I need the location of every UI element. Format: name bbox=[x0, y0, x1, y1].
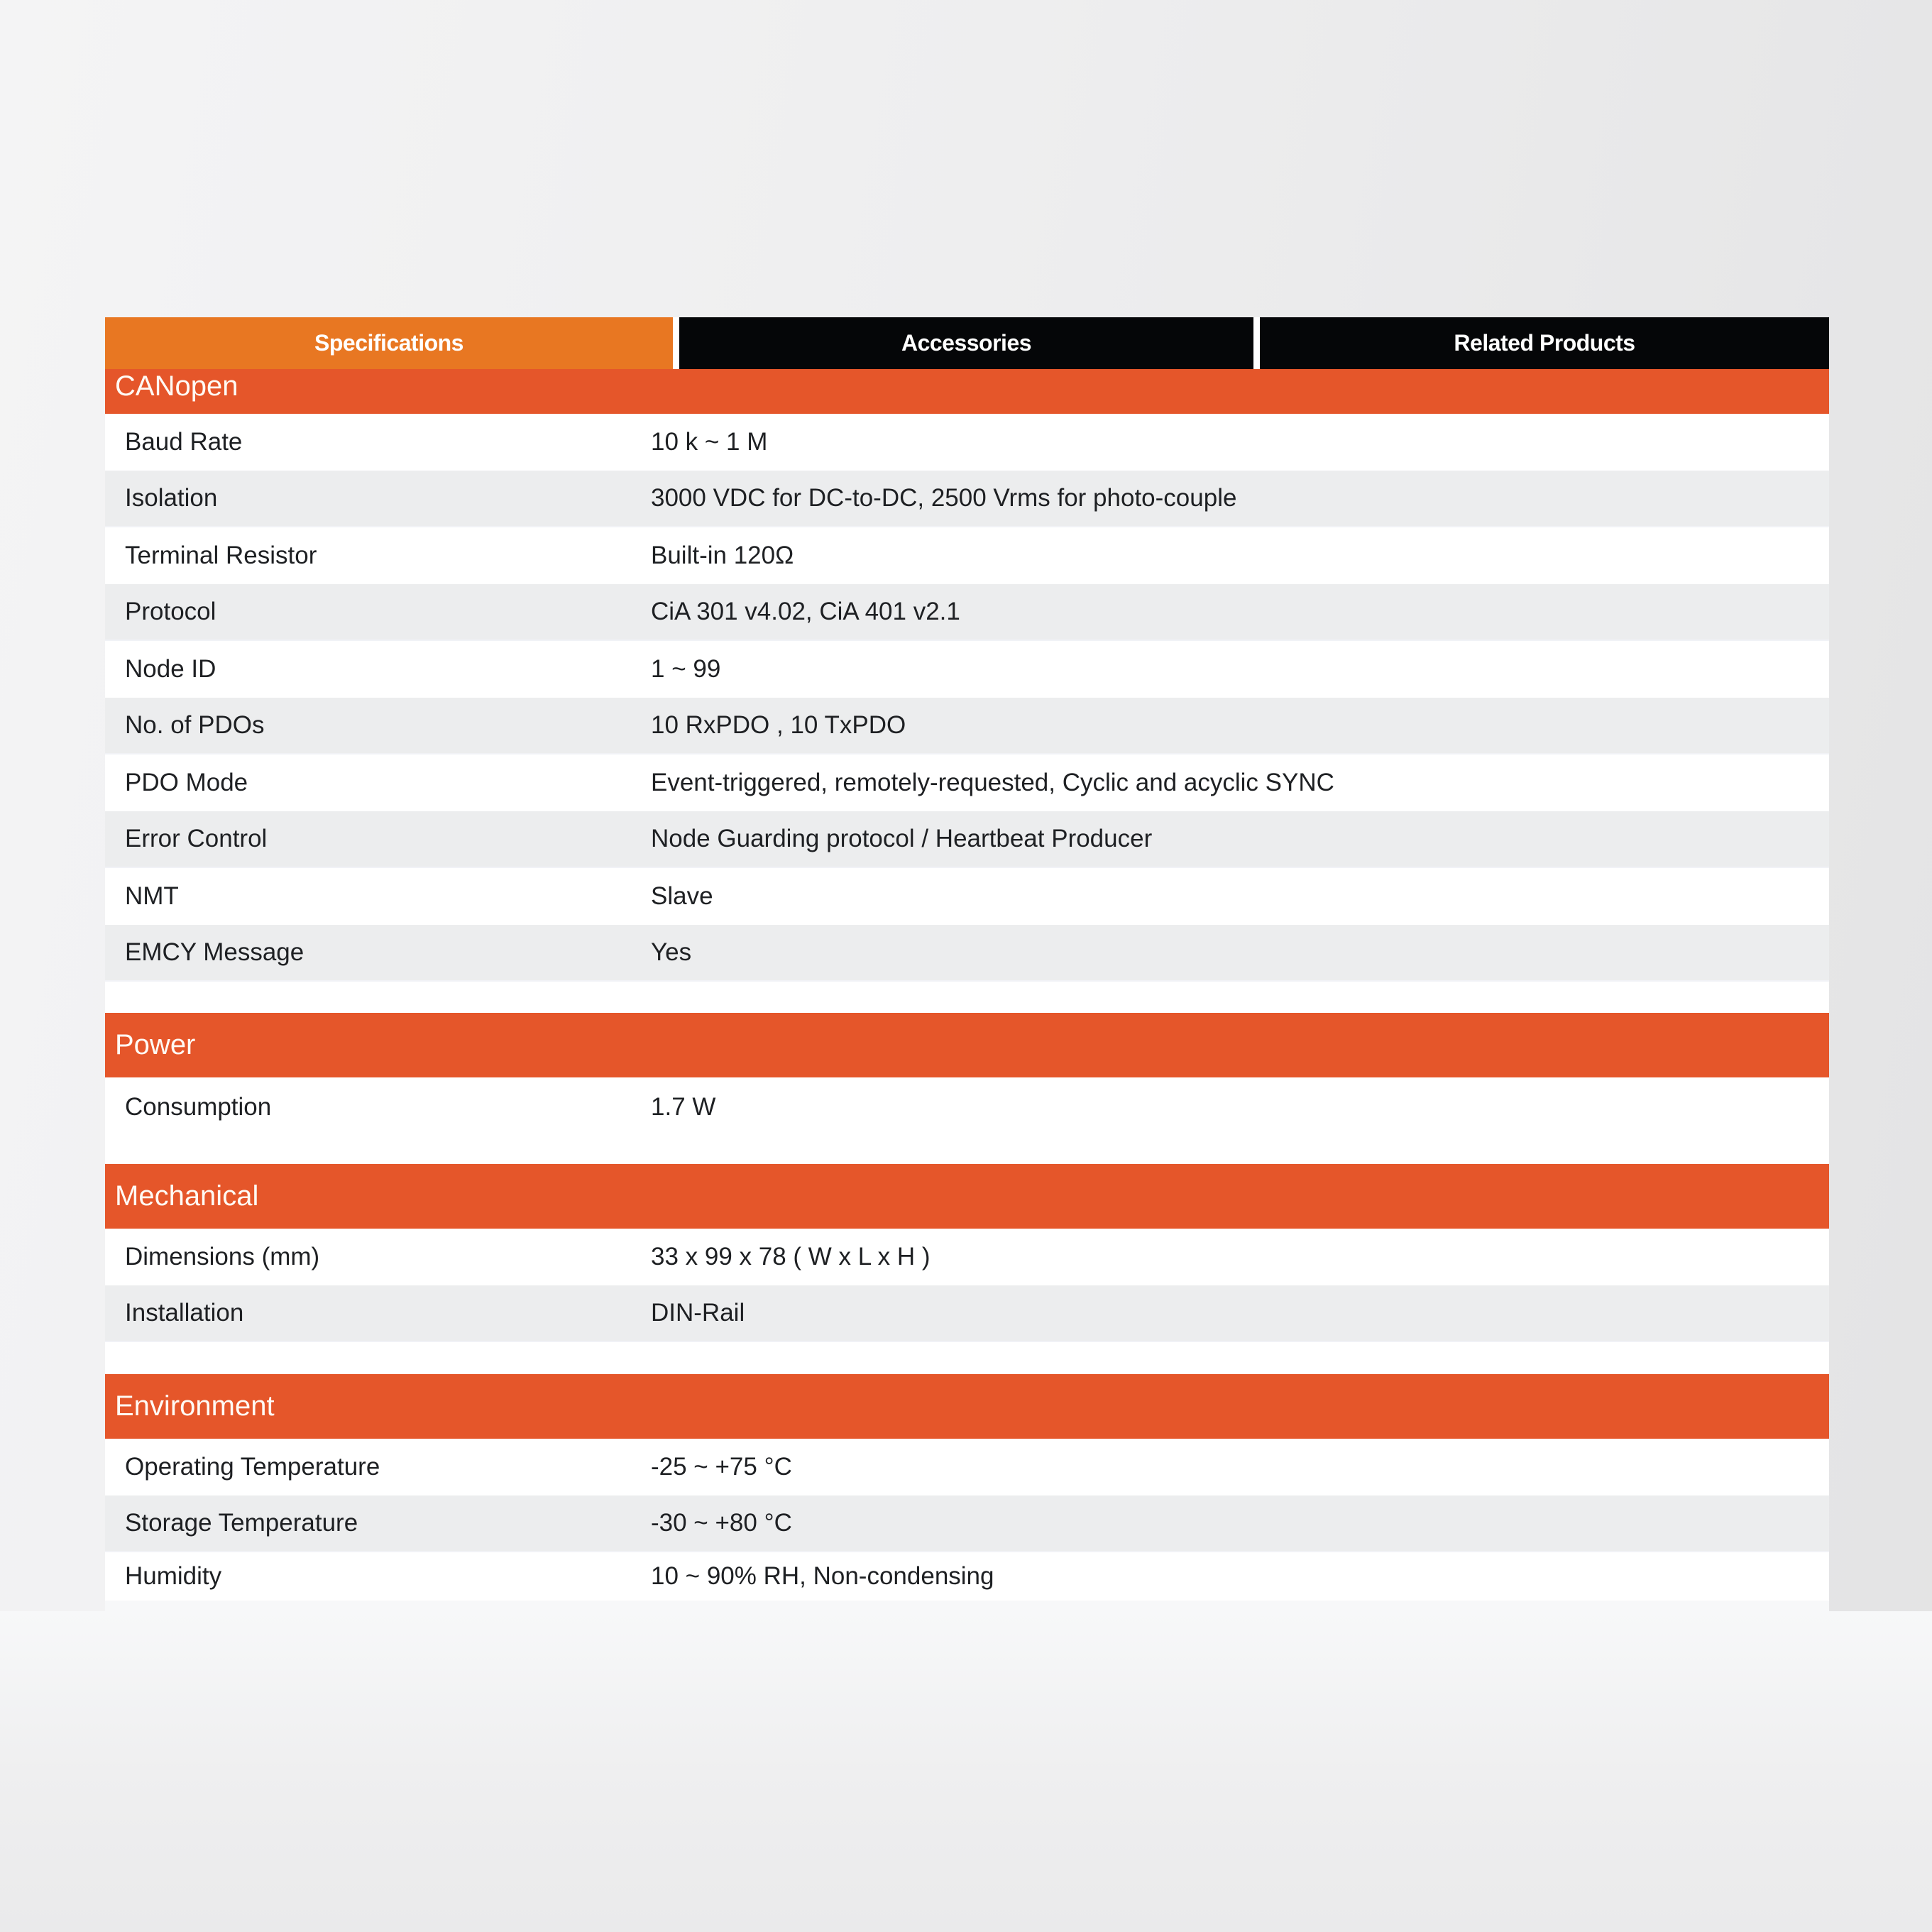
tab-label: Specifications bbox=[314, 330, 463, 356]
table-row bbox=[105, 414, 1829, 471]
table-row bbox=[105, 641, 1829, 698]
row-value: Node Guarding protocol / Heartbeat Producer bbox=[651, 825, 1153, 852]
row-label: Storage Temperature bbox=[125, 1509, 358, 1537]
table-row bbox=[105, 868, 1829, 925]
section-title: Power bbox=[115, 1029, 196, 1060]
row-value: 1 ~ 99 bbox=[651, 655, 721, 683]
row-label: Node ID bbox=[125, 655, 216, 683]
section-title: Environment bbox=[115, 1390, 275, 1422]
tab-related-products[interactable] bbox=[1260, 317, 1829, 369]
row-value: 10 RxPDO , 10 TxPDO bbox=[651, 711, 906, 739]
row-label: Baud Rate bbox=[125, 428, 243, 456]
row-label: Dimensions (mm) bbox=[125, 1243, 320, 1270]
row-value: -25 ~ +75 °C bbox=[651, 1453, 792, 1481]
row-label: Humidity bbox=[125, 1562, 222, 1590]
section-header-canopen bbox=[105, 369, 1829, 414]
row-label: Installation bbox=[125, 1299, 244, 1327]
row-label: Error Control bbox=[125, 825, 268, 852]
row-value: Event-triggered, remotely-requested, Cyclic and acyclic SYNC bbox=[651, 769, 1334, 796]
row-label: Protocol bbox=[125, 598, 216, 625]
page-background bbox=[0, 1611, 1932, 1932]
row-label: PDO Mode bbox=[125, 769, 248, 796]
spec-table-canopen bbox=[105, 414, 1829, 982]
spec-table-power bbox=[105, 1077, 1829, 1164]
table-row bbox=[105, 1285, 1829, 1342]
table-row bbox=[105, 811, 1829, 868]
row-label: NMT bbox=[125, 882, 179, 910]
row-value: DIN-Rail bbox=[651, 1299, 745, 1327]
table-row bbox=[105, 698, 1829, 754]
table-row bbox=[105, 1552, 1829, 1601]
row-value: CiA 301 v4.02, CiA 401 v2.1 bbox=[651, 598, 960, 625]
row-label: Terminal Resistor bbox=[125, 542, 317, 569]
section-spacer bbox=[105, 982, 1829, 1013]
section-title: CANopen bbox=[115, 371, 238, 402]
row-value: Built-in 120Ω bbox=[651, 542, 794, 569]
row-value: 3000 VDC for DC-to-DC, 2500 Vrms for photo-couple bbox=[651, 484, 1237, 512]
tab-specifications[interactable] bbox=[105, 317, 673, 369]
row-label: No. of PDOs bbox=[125, 711, 265, 739]
spec-table-environment bbox=[105, 1439, 1829, 1601]
table-row bbox=[105, 527, 1829, 584]
row-value: -30 ~ +80 °C bbox=[651, 1509, 792, 1537]
table-row bbox=[105, 1077, 1829, 1164]
tab-accessories[interactable] bbox=[679, 317, 1253, 369]
row-label: Consumption bbox=[125, 1093, 272, 1121]
section-header-power bbox=[105, 1013, 1829, 1077]
section-spacer bbox=[105, 1342, 1829, 1374]
table-row bbox=[105, 925, 1829, 982]
table-row bbox=[105, 1439, 1829, 1495]
tab-label: Accessories bbox=[901, 330, 1032, 356]
section-title: Mechanical bbox=[115, 1180, 259, 1212]
table-row bbox=[105, 754, 1829, 811]
table-footer-strip bbox=[105, 1601, 1829, 1616]
tab-label: Related Products bbox=[1454, 330, 1635, 356]
section-header-mechanical bbox=[105, 1164, 1829, 1229]
row-value: 10 k ~ 1 M bbox=[651, 428, 768, 456]
row-label: Isolation bbox=[125, 484, 218, 512]
table-row bbox=[105, 1495, 1829, 1552]
row-value: 1.7 W bbox=[651, 1093, 716, 1121]
product-spec-panel bbox=[105, 317, 1829, 1616]
table-row bbox=[105, 1229, 1829, 1285]
spec-table-mechanical bbox=[105, 1229, 1829, 1342]
row-value: 33 x 99 x 78 ( W x L x H ) bbox=[651, 1243, 931, 1270]
row-value: Yes bbox=[651, 938, 692, 966]
table-row bbox=[105, 584, 1829, 641]
row-label: EMCY Message bbox=[125, 938, 304, 966]
row-value: 10 ~ 90% RH, Non-condensing bbox=[651, 1562, 994, 1590]
row-label: Operating Temperature bbox=[125, 1453, 380, 1481]
tab-bar bbox=[105, 317, 1829, 369]
row-value: Slave bbox=[651, 882, 713, 910]
section-header-environment bbox=[105, 1374, 1829, 1439]
table-row bbox=[105, 471, 1829, 527]
